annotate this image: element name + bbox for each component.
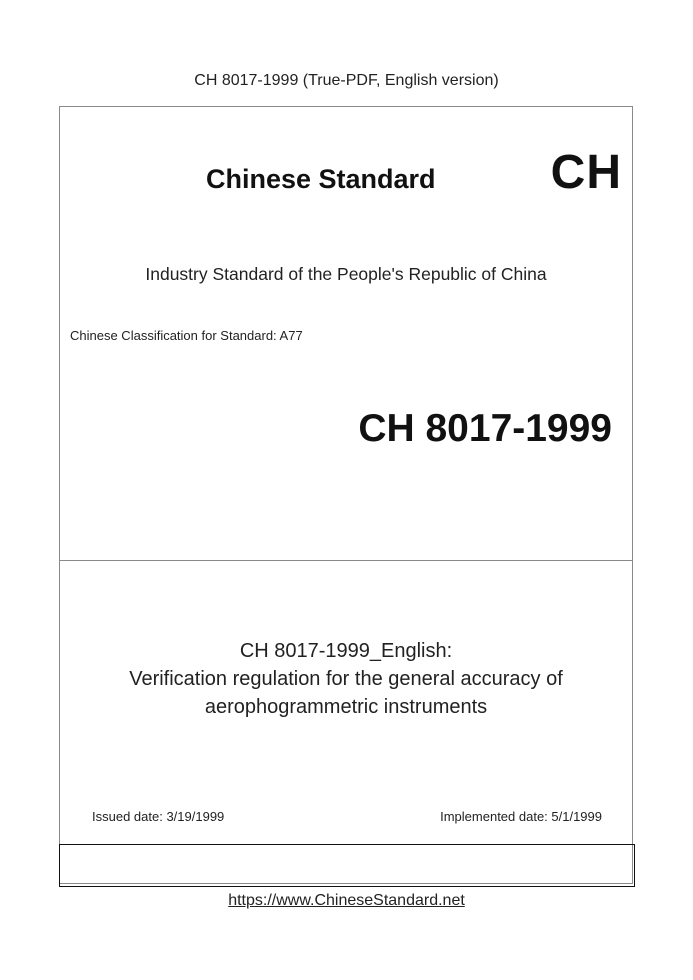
document-title [60,637,632,721]
standard-code: CH [550,146,622,199]
cover-top-section [60,107,632,561]
implemented-date: Implemented date: 5/1/1999 [440,809,602,824]
cover-frame [59,106,633,884]
classification-label: Chinese Classification for Standard: A77 [70,328,303,343]
document-title-line-1: CH 8017-1999_English: [239,640,453,662]
page-header-title: CH 8017-1999 (True-PDF, English version) [194,72,499,89]
document-title-line-2: Verification regulation for the general accuracy of [129,668,563,690]
document-title-line-3: aerophogrammetric instruments [204,696,488,718]
issued-date: Issued date: 3/19/1999 [92,809,225,824]
website-link[interactable]: https://www.ChineseStandard.net [228,892,465,909]
standard-name: Chinese Standard [206,164,436,194]
footer [0,892,693,910]
industry-standard-label: Industry Standard of the People's Republic of China [145,264,547,284]
cover-bottom-box [59,844,635,887]
document-number: CH 8017-1999 [358,407,612,450]
cover-title-section [60,561,632,844]
